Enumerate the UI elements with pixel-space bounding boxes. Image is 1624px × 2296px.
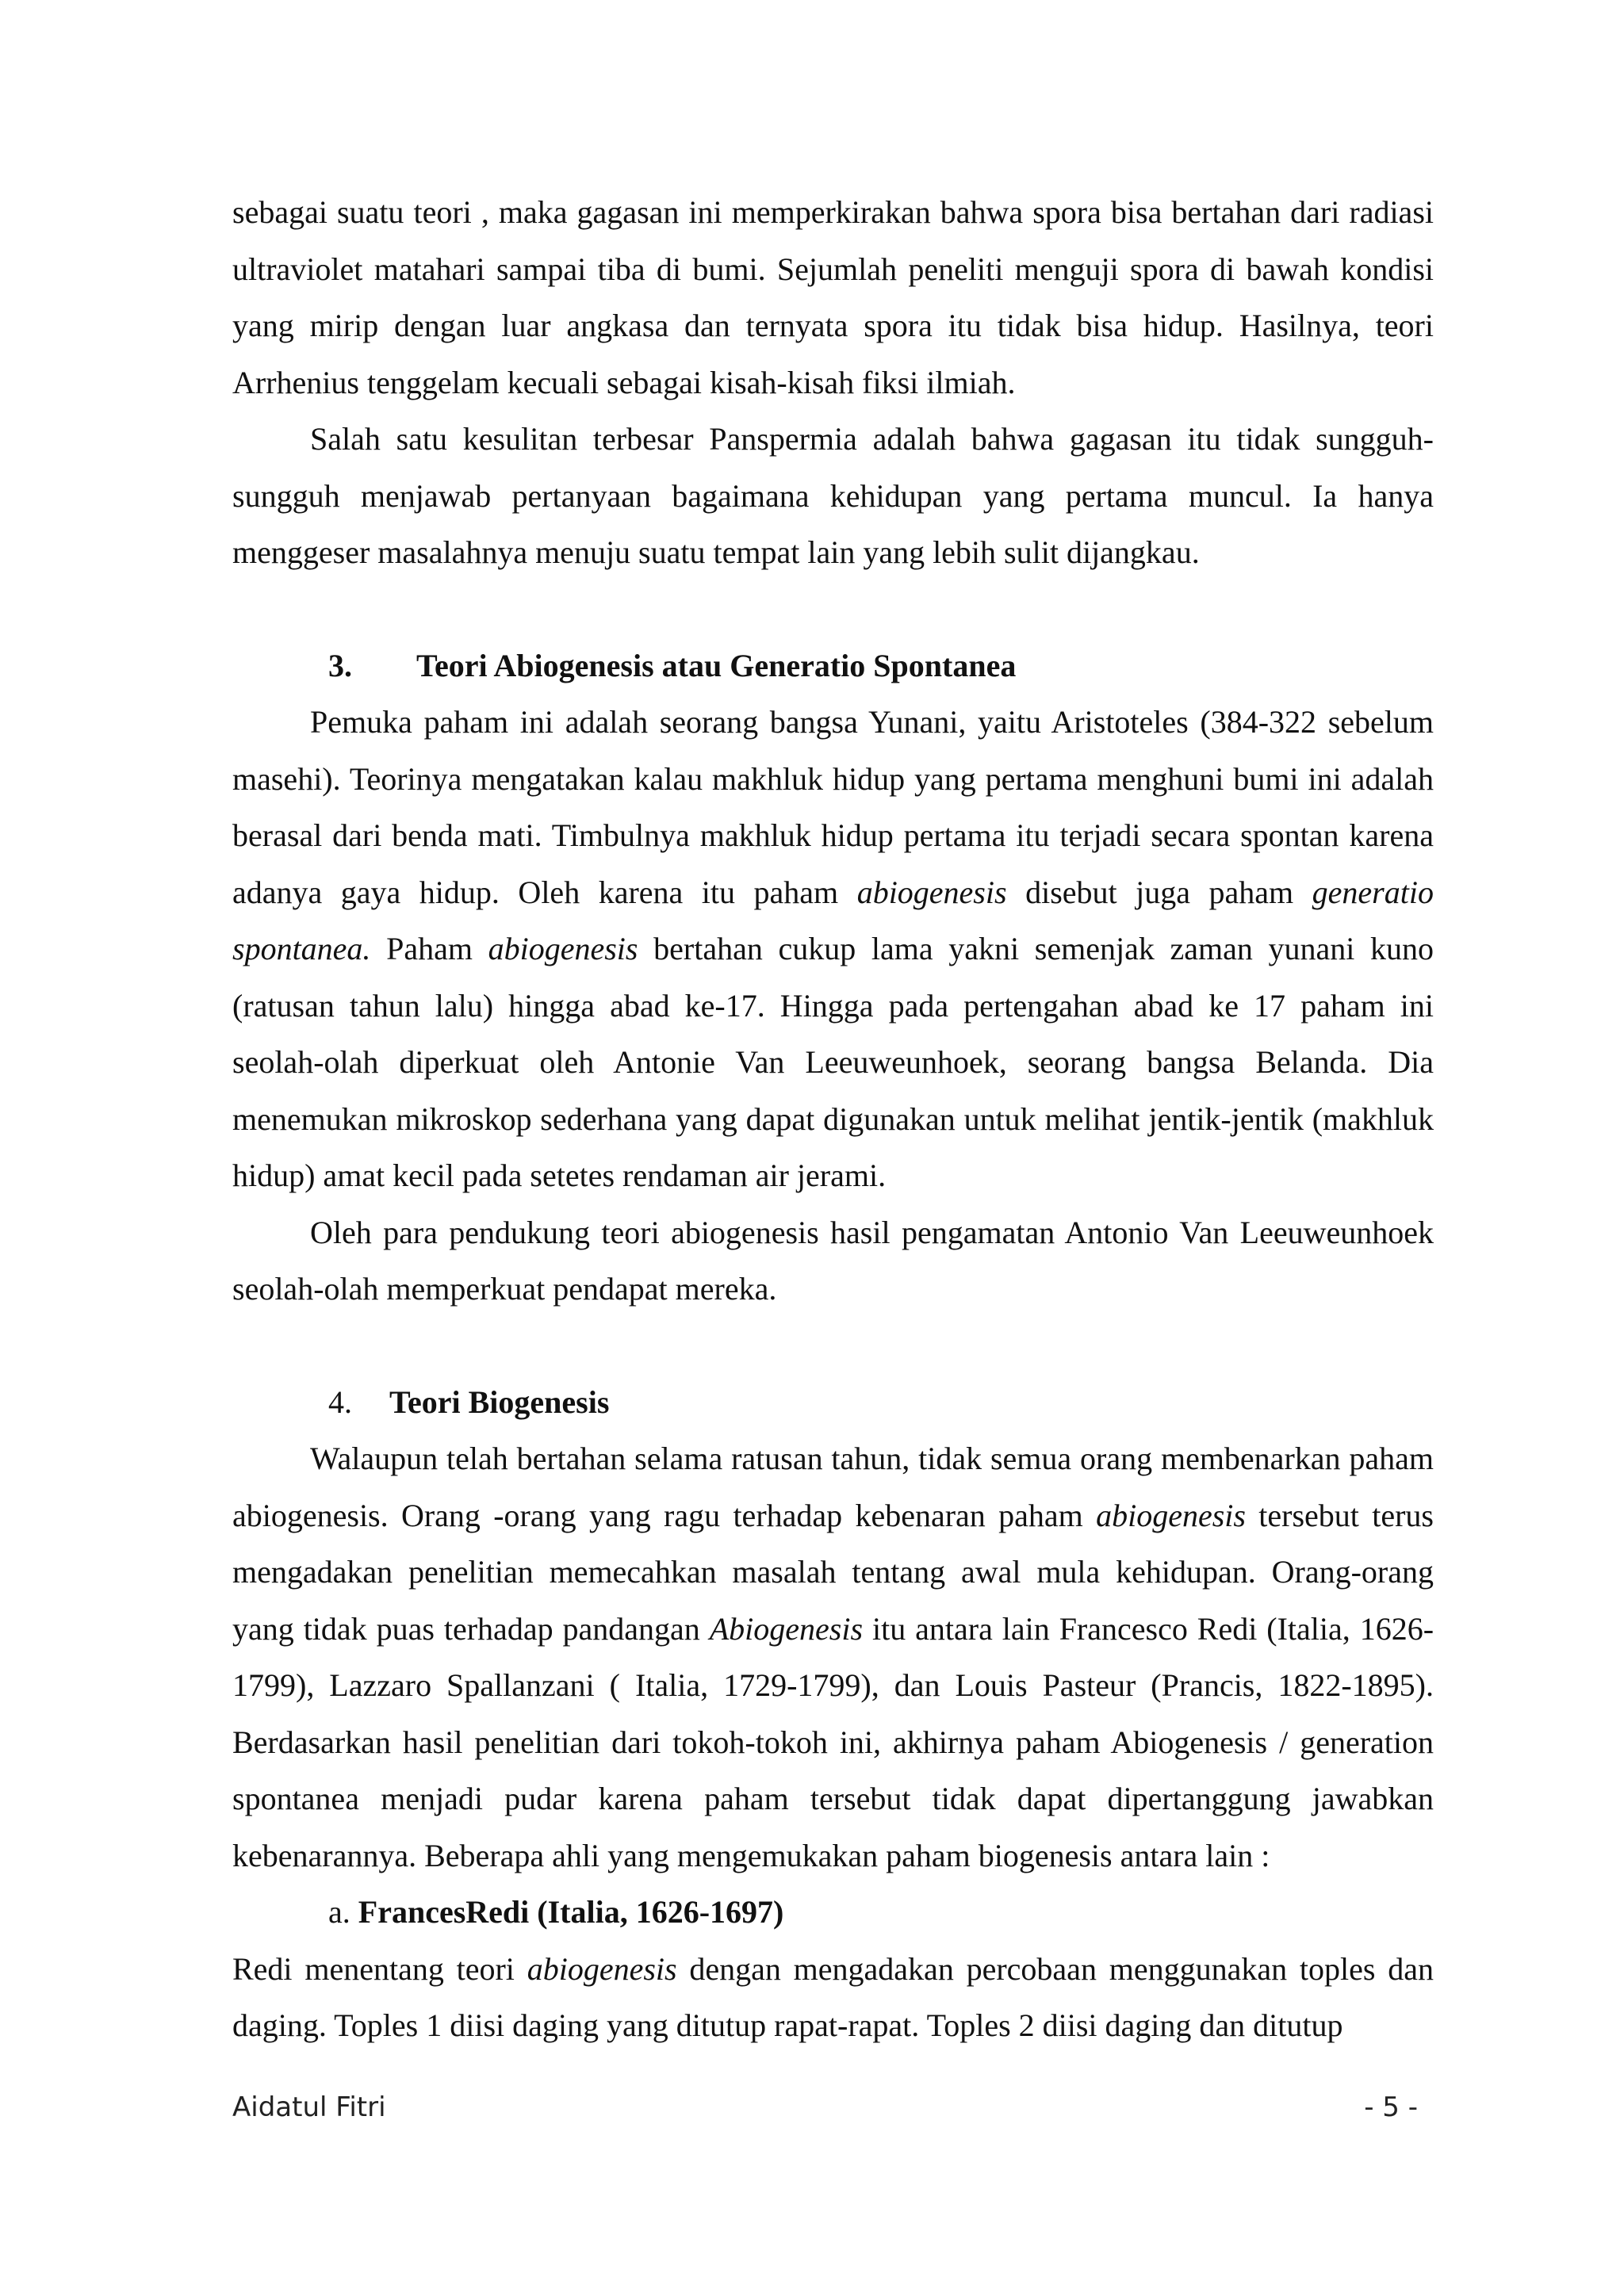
paragraph: Oleh para pendukung teori abiogenesis hasil pengamatan Antonio Van Leeuweunhoek seolah-olah memperkuat pendapat mereka.	[232, 1214, 1434, 1307]
text-run: disebut juga paham	[1006, 874, 1312, 910]
subsection-heading-a	[232, 1884, 1434, 1941]
section-title: Teori Biogenesis	[389, 1383, 610, 1420]
text-run: dengan mengadakan percobaan menggunakan toples dan daging. Toples 1 diisi daging yang ditutup rapat-rapat. Toples 2 diisi daging dan ditutup	[232, 1950, 1434, 2043]
paragraph: Salah satu kesulitan terbesar Panspermia adalah bahwa gagasan itu tidak sungguh-sungguh menjawab pertanyaan bagaimana kehidupan yang pertama muncul. Ia hanya menggeser masalahnya menuju suatu tempat lain yang lebih sulit dijangkau.	[232, 421, 1434, 570]
paragraph	[232, 1430, 1434, 1884]
section-number: 4.	[328, 1383, 352, 1420]
text-run: Pemuka paham ini adalah seorang bangsa Yunani, yaitu Aristoteles (384-322 sebelum masehi). Teorinya mengatakan kalau makhluk hidup yang pertama menghuni bumi ini adalah berasal dari benda mati. Timbulnya makhluk hidup pertama itu terjadi secara spontan karena adanya gaya hidup. Oleh karena itu paham	[232, 704, 1434, 910]
text-run: Walaupun telah bertahan selama ratusan tahun, tidak semua orang membenarkan paham abiogenesis. Orang -orang yang ragu terhadap kebenaran paham	[232, 1441, 1434, 1533]
italic-term: generatio spontanea.	[232, 874, 1434, 966]
section-title: Teori Abiogenesis atau Generatio Spontanea	[416, 647, 1017, 683]
text-run: bertahan cukup lama yakni semenjak zaman yunani kuno (ratusan tahun lalu) hingga abad ke-17. Hingga pada pertengahan abad ke 17 paham ini seolah-olah diperkuat oleh Antonie Van Leeuweunhoek, seorang bangsa Belanda. Dia menemukan mikroskop sederhana yang dapat digunakan untuk melihat jentik-jentik (makhluk hidup) amat kecil pada setetes rendaman air jerami.	[232, 931, 1434, 1193]
page-number: - 5 -	[1364, 2091, 1418, 2123]
document-body	[232, 184, 1434, 2054]
paragraph	[232, 1941, 1434, 2054]
section-number: 3.	[328, 647, 352, 683]
paragraph: sebagai suatu teori , maka gagasan ini memperkirakan bahwa spora bisa bertahan dari radiasi ultraviolet matahari sampai tiba di bumi. Sejumlah peneliti menguji spora di bawah kondisi yang mirip dengan luar angkasa dan ternyata spora itu tidak bisa hidup. Hasilnya, teori Arrhenius tenggelam kecuali sebagai kisah-kisah fiksi ilmiah.	[232, 194, 1434, 400]
text-run: tersebut terus mengadakan penelitian memecahkan masalah tentang awal mula kehidupan. Orang-orang yang tidak puas terhadap pandangan	[232, 1497, 1434, 1647]
section-heading-3	[232, 637, 1434, 695]
section-heading-4	[232, 1374, 1434, 1431]
italic-term: Abiogenesis	[709, 1610, 864, 1647]
text-run: Redi menentang teori	[232, 1950, 527, 1987]
footer-author: Aidatul Fitri	[232, 2091, 386, 2123]
italic-term: abiogenesis	[527, 1950, 677, 1987]
italic-term: abiogenesis	[856, 874, 1007, 910]
paragraph	[232, 694, 1434, 1204]
text-run: Paham	[370, 931, 488, 966]
italic-term: abiogenesis	[1096, 1497, 1246, 1533]
subsection-label: a.	[328, 1894, 350, 1930]
spacer	[232, 1318, 1434, 1374]
text-run: itu antara lain Francesco Redi (Italia, 1626-1799), Lazzaro Spallanzani ( Italia, 1729-1799), dan Louis Pasteur (Prancis, 1822-1895). Berdasarkan hasil penelitian dari tokoh-tokoh ini, akhirnya paham Abiogenesis / generation spontanea menjadi pudar karena paham tersebut tidak dapat dipertanggung jawabkan kebenarannya. Beberapa ahli yang mengemukakan paham biogenesis antara lain :	[232, 1610, 1434, 1873]
subsection-title: FrancesRedi (Italia, 1626-1697)	[358, 1894, 784, 1930]
spacer	[232, 581, 1434, 637]
italic-term: abiogenesis	[488, 931, 638, 966]
